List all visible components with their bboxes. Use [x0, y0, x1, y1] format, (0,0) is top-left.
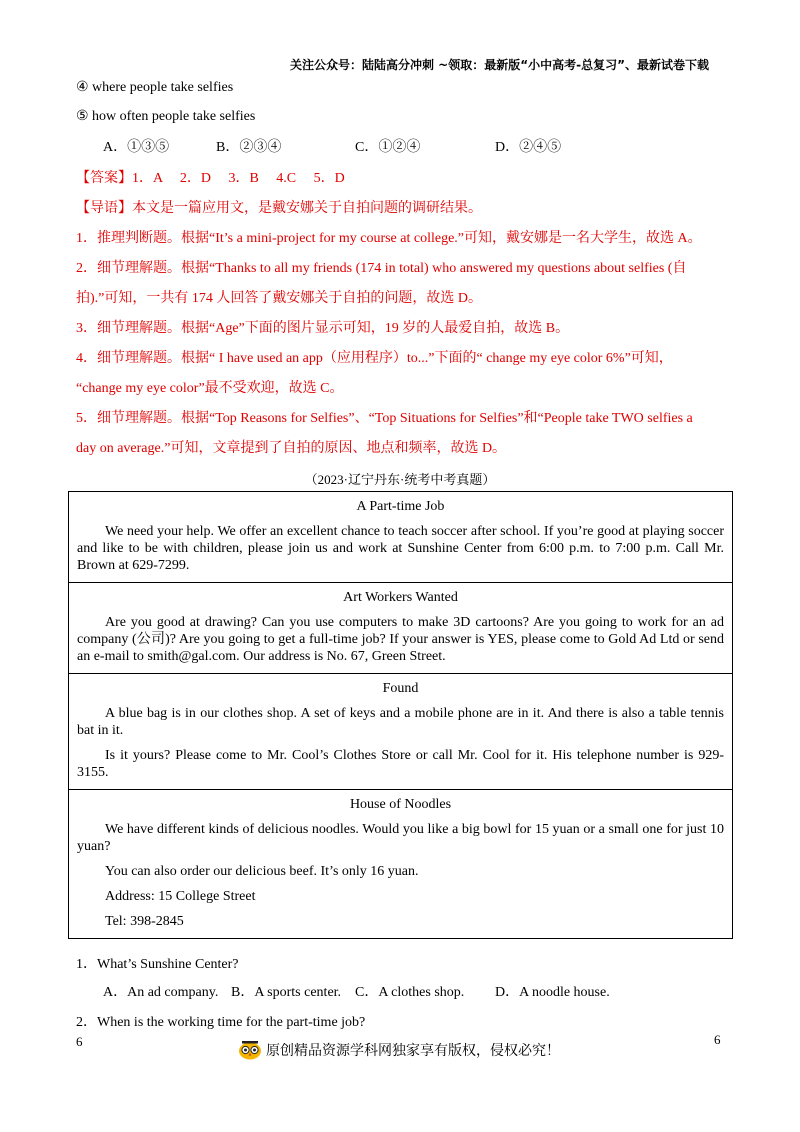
choice-c: C．①②④ [355, 140, 421, 155]
ad-title: A Part-time Job [356, 499, 445, 514]
ad-title: House of Noodles [349, 797, 452, 812]
page-number-left: 6 [76, 1034, 83, 1049]
q1-choice-a: A．An ad company. [103, 985, 219, 1000]
answer-line: 【答案】1．A 2．D 3．B 4.C 5．D [76, 171, 345, 186]
option-4: ④ where people take selfies [76, 80, 234, 95]
choice-d: D．②④⑤ [495, 140, 562, 155]
ads-table [68, 491, 733, 939]
explanation-3: 3．细节理解题。根据“Age”下面的图片显示可知，19 岁的人最爱自拍，故选 B。 [76, 321, 570, 336]
question-1: 1．What’s Sunshine Center? [76, 957, 239, 972]
explanation-1: 1．推理判断题。根据“It’s a mini-project for my course at college.”可知，戴安娜是一名大学生，故选 A。 [76, 231, 702, 246]
ad-title: Art Workers Wanted [343, 590, 458, 605]
ad-paragraph: We need your help. We offer an excellent chance to teach soccer after school. If you’re good at playing soccer and like to be with children, please join us and work at Sunshine Center from 6:00 p.m. to 7:00 p.m. Call Mr. Brown at 629-7299. [77, 524, 724, 573]
ad-paragraph: Is it yours? Please come to Mr. Cool’s Clothes Store or call Mr. Cool for it. His telephone number is 929-3155. [77, 748, 724, 780]
ad-house-of-noodles [69, 790, 733, 939]
explanation-4: 4．细节理解题。根据“ I have used an app（应用程序）to...”下面的“ change my eye color 6%”可知， [76, 351, 673, 366]
ad-art-workers [69, 583, 733, 674]
ad-part-time-job [69, 492, 733, 583]
ad-paragraph: We have different kinds of delicious noodles. Would you like a big bowl for 15 yuan or a small one for just 10 yuan? [77, 822, 724, 854]
choice-b: B．②③④ [216, 140, 282, 155]
q1-choice-c: C．A clothes shop. [355, 985, 465, 1000]
question-2: 2．When is the working time for the part-time job? [76, 1015, 366, 1030]
explanation-2: 2．细节理解题。根据“Thanks to all my friends (174 in total) who answered my questions about selfies (自 [76, 261, 687, 276]
page-number-right: 6 [714, 1032, 721, 1047]
exam-source: （2023·辽宁丹东·统考中考真题） [304, 472, 496, 487]
footer-text: 原创精品资源学科网独家享有版权，侵权必究！ [266, 1043, 560, 1059]
q1-choice-b: B．A sports center. [231, 985, 342, 1000]
ad-found [69, 674, 733, 790]
ad-address: Address: 15 College Street [105, 889, 256, 904]
page-header: 关注公众号：陆陆高分冲刺 ~领取：最新版“小中高考-总复习”、最新试卷下载 [290, 58, 709, 72]
q1-choice-d: D．A noodle house. [495, 985, 610, 1000]
ad-telephone: Tel: 398-2845 [105, 914, 184, 929]
explanation-5: 5．细节理解题。根据“Top Reasons for Selfies”、“Top Situations for Selfies”和“People take TWO selfies a [76, 411, 693, 426]
ad-title: Found [382, 681, 419, 696]
option-5: ⑤ how often people take selfies [76, 109, 256, 124]
choice-a: A．①③⑤ [103, 140, 170, 155]
ad-paragraph: You can also order our delicious beef. It’s only 16 yuan. [105, 864, 419, 879]
ad-paragraph: A blue bag is in our clothes shop. A set of keys and a mobile phone are in it. And there is also a table tennis bat in it. [77, 706, 724, 738]
ad-paragraph: Are you good at drawing? Can you use computers to make 3D cartoons? Are you going to work for an ad company (公司)? Are you going to get a full-time job? If your answer is YES, please come to Gold Ad Ltd or send an e-mail to smith@gal.com. Our address is No. 67, Green Street. [77, 615, 724, 664]
copyright-footer [238, 1040, 560, 1060]
explanation-5-cont: day on average.”可知，文章提到了自拍的原因、地点和频率，故选 D。 [76, 441, 507, 456]
owl-logo-icon [238, 1040, 262, 1060]
guide-line: 【导语】本文是一篇应用文，是戴安娜关于自拍问题的调研结果。 [76, 201, 482, 216]
explanation-2-cont: 拍).”可知，一共有 174 人回答了戴安娜关于自拍的问题，故选 D。 [76, 291, 482, 306]
explanation-4-cont: “change my eye color”最不受欢迎，故选 C。 [76, 381, 344, 396]
